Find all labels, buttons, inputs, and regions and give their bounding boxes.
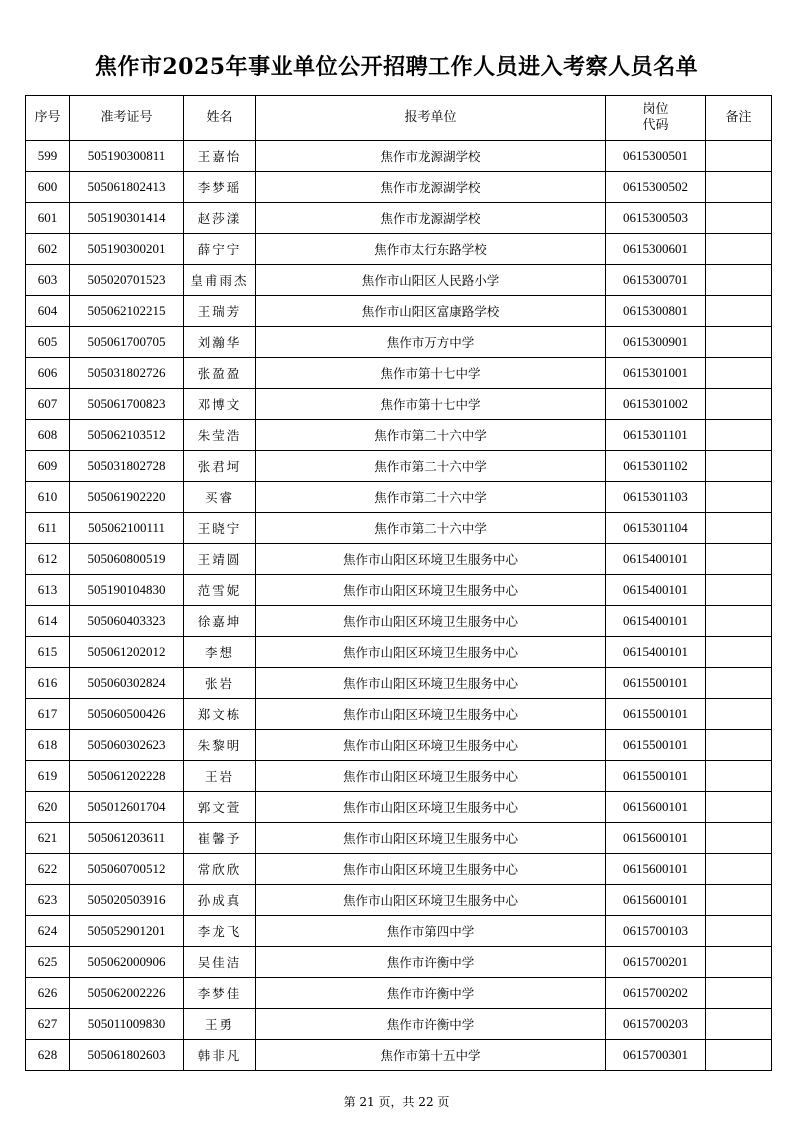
header-exam-id: 准考证号 bbox=[70, 96, 184, 141]
cell-name: 郭文萱 bbox=[184, 792, 256, 823]
cell-seq: 617 bbox=[26, 699, 70, 730]
table-row bbox=[26, 730, 772, 761]
cell-post-code: 0615300601 bbox=[606, 234, 706, 265]
cell-unit: 焦作市第十七中学 bbox=[256, 358, 606, 389]
cell-seq: 624 bbox=[26, 916, 70, 947]
table-row bbox=[26, 141, 772, 172]
table-row bbox=[26, 637, 772, 668]
cell-name: 郑文栋 bbox=[184, 699, 256, 730]
cell-exam-id: 505060700512 bbox=[70, 854, 184, 885]
cell-unit: 焦作市山阳区环境卫生服务中心 bbox=[256, 854, 606, 885]
cell-post-code: 0615301102 bbox=[606, 451, 706, 482]
cell-remark bbox=[706, 1009, 772, 1040]
table-row bbox=[26, 947, 772, 978]
cell-exam-id: 505020701523 bbox=[70, 265, 184, 296]
cell-seq: 600 bbox=[26, 172, 70, 203]
table-row bbox=[26, 761, 772, 792]
table-row bbox=[26, 575, 772, 606]
cell-seq: 599 bbox=[26, 141, 70, 172]
cell-exam-id: 505190104830 bbox=[70, 575, 184, 606]
cell-remark bbox=[706, 637, 772, 668]
header-post-line1: 岗位 bbox=[642, 102, 669, 117]
cell-post-code: 0615500101 bbox=[606, 730, 706, 761]
cell-unit: 焦作市第二十六中学 bbox=[256, 513, 606, 544]
cell-unit: 焦作市太行东路学校 bbox=[256, 234, 606, 265]
cell-name: 王晓宁 bbox=[184, 513, 256, 544]
cell-remark bbox=[706, 699, 772, 730]
cell-name: 张君坷 bbox=[184, 451, 256, 482]
header-post-line2: 代码 bbox=[642, 118, 669, 133]
table-row bbox=[26, 451, 772, 482]
cell-remark bbox=[706, 389, 772, 420]
cell-unit: 焦作市龙源湖学校 bbox=[256, 203, 606, 234]
cell-name: 王瑞芳 bbox=[184, 296, 256, 327]
cell-seq: 609 bbox=[26, 451, 70, 482]
cell-post-code: 0615300503 bbox=[606, 203, 706, 234]
cell-post-code: 0615500101 bbox=[606, 761, 706, 792]
cell-seq: 613 bbox=[26, 575, 70, 606]
cell-name: 吴佳洁 bbox=[184, 947, 256, 978]
cell-unit: 焦作市山阳区环境卫生服务中心 bbox=[256, 761, 606, 792]
cell-post-code: 0615600101 bbox=[606, 823, 706, 854]
cell-post-code: 0615400101 bbox=[606, 606, 706, 637]
cell-exam-id: 505060800519 bbox=[70, 544, 184, 575]
cell-post-code: 0615300801 bbox=[606, 296, 706, 327]
cell-exam-id: 505061700823 bbox=[70, 389, 184, 420]
cell-post-code: 0615600101 bbox=[606, 792, 706, 823]
cell-seq: 614 bbox=[26, 606, 70, 637]
cell-remark bbox=[706, 513, 772, 544]
cell-seq: 604 bbox=[26, 296, 70, 327]
cell-exam-id: 505190301414 bbox=[70, 203, 184, 234]
cell-seq: 610 bbox=[26, 482, 70, 513]
cell-post-code: 0615301103 bbox=[606, 482, 706, 513]
cell-post-code: 0615400101 bbox=[606, 637, 706, 668]
cell-seq: 623 bbox=[26, 885, 70, 916]
table-row bbox=[26, 172, 772, 203]
document-title: 焦作市2025年事业单位公开招聘工作人员进入考察人员名单 bbox=[94, 54, 699, 80]
cell-seq: 626 bbox=[26, 978, 70, 1009]
cell-name: 常欣欣 bbox=[184, 854, 256, 885]
cell-name: 崔馨予 bbox=[184, 823, 256, 854]
cell-post-code: 0615700202 bbox=[606, 978, 706, 1009]
table-row bbox=[26, 1040, 772, 1071]
cell-exam-id: 505061202228 bbox=[70, 761, 184, 792]
cell-exam-id: 505062002226 bbox=[70, 978, 184, 1009]
cell-post-code: 0615300502 bbox=[606, 172, 706, 203]
table-row bbox=[26, 234, 772, 265]
cell-seq: 627 bbox=[26, 1009, 70, 1040]
cell-remark bbox=[706, 265, 772, 296]
cell-seq: 628 bbox=[26, 1040, 70, 1071]
cell-exam-id: 505061902220 bbox=[70, 482, 184, 513]
cell-exam-id: 505061802603 bbox=[70, 1040, 184, 1071]
cell-exam-id: 505031802726 bbox=[70, 358, 184, 389]
cell-remark bbox=[706, 916, 772, 947]
table-body bbox=[26, 141, 772, 1071]
table-row bbox=[26, 668, 772, 699]
cell-exam-id: 505031802728 bbox=[70, 451, 184, 482]
table-row bbox=[26, 327, 772, 358]
cell-remark bbox=[706, 606, 772, 637]
cell-name: 孙成真 bbox=[184, 885, 256, 916]
cell-name: 韩非凡 bbox=[184, 1040, 256, 1071]
cell-remark bbox=[706, 575, 772, 606]
cell-name: 李梦佳 bbox=[184, 978, 256, 1009]
cell-remark bbox=[706, 792, 772, 823]
cell-unit: 焦作市山阳区环境卫生服务中心 bbox=[256, 885, 606, 916]
table-row bbox=[26, 885, 772, 916]
cell-exam-id: 505190300811 bbox=[70, 141, 184, 172]
cell-seq: 616 bbox=[26, 668, 70, 699]
table-row bbox=[26, 482, 772, 513]
cell-exam-id: 505190300201 bbox=[70, 234, 184, 265]
cell-exam-id: 505062102215 bbox=[70, 296, 184, 327]
cell-seq: 622 bbox=[26, 854, 70, 885]
cell-exam-id: 505062100111 bbox=[70, 513, 184, 544]
cell-name: 朱黎明 bbox=[184, 730, 256, 761]
cell-unit: 焦作市山阳区环境卫生服务中心 bbox=[256, 544, 606, 575]
cell-remark bbox=[706, 823, 772, 854]
cell-unit: 焦作市许衡中学 bbox=[256, 1009, 606, 1040]
cell-exam-id: 505060403323 bbox=[70, 606, 184, 637]
cell-exam-id: 505061202012 bbox=[70, 637, 184, 668]
cell-remark bbox=[706, 1040, 772, 1071]
header-name: 姓名 bbox=[184, 96, 256, 141]
table-row bbox=[26, 823, 772, 854]
cell-unit: 焦作市山阳区环境卫生服务中心 bbox=[256, 637, 606, 668]
cell-name: 范雪妮 bbox=[184, 575, 256, 606]
table-row bbox=[26, 203, 772, 234]
cell-remark bbox=[706, 761, 772, 792]
cell-post-code: 0615600101 bbox=[606, 854, 706, 885]
table-row bbox=[26, 1009, 772, 1040]
cell-exam-id: 505062103512 bbox=[70, 420, 184, 451]
cell-name: 薛宁宁 bbox=[184, 234, 256, 265]
cell-name: 徐嘉坤 bbox=[184, 606, 256, 637]
cell-name: 刘瀚华 bbox=[184, 327, 256, 358]
table-row bbox=[26, 699, 772, 730]
cell-unit: 焦作市山阳区环境卫生服务中心 bbox=[256, 699, 606, 730]
cell-exam-id: 505060302824 bbox=[70, 668, 184, 699]
cell-post-code: 0615700103 bbox=[606, 916, 706, 947]
cell-seq: 606 bbox=[26, 358, 70, 389]
cell-seq: 601 bbox=[26, 203, 70, 234]
cell-exam-id: 505061802413 bbox=[70, 172, 184, 203]
table-header-row bbox=[26, 96, 772, 141]
cell-exam-id: 505020503916 bbox=[70, 885, 184, 916]
cell-seq: 625 bbox=[26, 947, 70, 978]
cell-unit: 焦作市第二十六中学 bbox=[256, 482, 606, 513]
cell-name: 李梦瑶 bbox=[184, 172, 256, 203]
cell-name: 李想 bbox=[184, 637, 256, 668]
cell-seq: 618 bbox=[26, 730, 70, 761]
cell-exam-id: 505060500426 bbox=[70, 699, 184, 730]
cell-unit: 焦作市山阳区富康路学校 bbox=[256, 296, 606, 327]
cell-remark bbox=[706, 885, 772, 916]
cell-exam-id: 505052901201 bbox=[70, 916, 184, 947]
cell-remark bbox=[706, 482, 772, 513]
cell-post-code: 0615300501 bbox=[606, 141, 706, 172]
table-row bbox=[26, 792, 772, 823]
cell-name: 王勇 bbox=[184, 1009, 256, 1040]
table-row bbox=[26, 854, 772, 885]
table-row bbox=[26, 358, 772, 389]
cell-seq: 607 bbox=[26, 389, 70, 420]
cell-name: 邓博文 bbox=[184, 389, 256, 420]
table-row bbox=[26, 978, 772, 1009]
cell-unit: 焦作市山阳区环境卫生服务中心 bbox=[256, 823, 606, 854]
cell-unit: 焦作市山阳区环境卫生服务中心 bbox=[256, 575, 606, 606]
cell-post-code: 0615301002 bbox=[606, 389, 706, 420]
cell-unit: 焦作市许衡中学 bbox=[256, 947, 606, 978]
cell-unit: 焦作市第二十六中学 bbox=[256, 420, 606, 451]
cell-seq: 605 bbox=[26, 327, 70, 358]
page-footer: 第 21 页，共 22 页 bbox=[343, 1095, 450, 1109]
cell-remark bbox=[706, 854, 772, 885]
cell-name: 王靖圆 bbox=[184, 544, 256, 575]
cell-post-code: 0615301001 bbox=[606, 358, 706, 389]
cell-unit: 焦作市第十七中学 bbox=[256, 389, 606, 420]
table-row bbox=[26, 420, 772, 451]
cell-remark bbox=[706, 234, 772, 265]
cell-unit: 焦作市龙源湖学校 bbox=[256, 141, 606, 172]
cell-post-code: 0615301101 bbox=[606, 420, 706, 451]
cell-exam-id: 505062000906 bbox=[70, 947, 184, 978]
cell-exam-id: 505060302623 bbox=[70, 730, 184, 761]
cell-name: 王岩 bbox=[184, 761, 256, 792]
cell-exam-id: 505011009830 bbox=[70, 1009, 184, 1040]
table-row bbox=[26, 916, 772, 947]
cell-unit: 焦作市山阳区环境卫生服务中心 bbox=[256, 792, 606, 823]
table-row bbox=[26, 606, 772, 637]
cell-exam-id: 505061203611 bbox=[70, 823, 184, 854]
header-unit: 报考单位 bbox=[256, 96, 606, 141]
cell-remark bbox=[706, 141, 772, 172]
cell-remark bbox=[706, 730, 772, 761]
cell-post-code: 0615500101 bbox=[606, 699, 706, 730]
cell-remark bbox=[706, 978, 772, 1009]
cell-remark bbox=[706, 327, 772, 358]
cell-remark bbox=[706, 203, 772, 234]
cell-remark bbox=[706, 947, 772, 978]
cell-seq: 612 bbox=[26, 544, 70, 575]
cell-post-code: 0615300701 bbox=[606, 265, 706, 296]
cell-name: 李龙飞 bbox=[184, 916, 256, 947]
cell-remark bbox=[706, 420, 772, 451]
cell-unit: 焦作市第四中学 bbox=[256, 916, 606, 947]
cell-remark bbox=[706, 451, 772, 482]
cell-remark bbox=[706, 544, 772, 575]
cell-post-code: 0615700301 bbox=[606, 1040, 706, 1071]
cell-post-code: 0615400101 bbox=[606, 544, 706, 575]
cell-unit: 焦作市万方中学 bbox=[256, 327, 606, 358]
cell-unit: 焦作市龙源湖学校 bbox=[256, 172, 606, 203]
table-row bbox=[26, 296, 772, 327]
cell-remark bbox=[706, 296, 772, 327]
cell-name: 王嘉怡 bbox=[184, 141, 256, 172]
cell-unit: 焦作市第十五中学 bbox=[256, 1040, 606, 1071]
cell-post-code: 0615400101 bbox=[606, 575, 706, 606]
table-row bbox=[26, 513, 772, 544]
cell-seq: 615 bbox=[26, 637, 70, 668]
cell-name: 张岩 bbox=[184, 668, 256, 699]
cell-exam-id: 505012601704 bbox=[70, 792, 184, 823]
cell-seq: 602 bbox=[26, 234, 70, 265]
cell-seq: 603 bbox=[26, 265, 70, 296]
cell-unit: 焦作市许衡中学 bbox=[256, 978, 606, 1009]
cell-unit: 焦作市山阳区环境卫生服务中心 bbox=[256, 606, 606, 637]
cell-name: 皇甫雨杰 bbox=[184, 265, 256, 296]
cell-unit: 焦作市山阳区环境卫生服务中心 bbox=[256, 730, 606, 761]
header-post-code bbox=[606, 96, 706, 141]
cell-seq: 608 bbox=[26, 420, 70, 451]
cell-unit: 焦作市山阳区环境卫生服务中心 bbox=[256, 668, 606, 699]
cell-post-code: 0615500101 bbox=[606, 668, 706, 699]
table-row bbox=[26, 544, 772, 575]
cell-remark bbox=[706, 668, 772, 699]
table-row bbox=[26, 265, 772, 296]
cell-unit: 焦作市山阳区人民路小学 bbox=[256, 265, 606, 296]
cell-seq: 620 bbox=[26, 792, 70, 823]
cell-post-code: 0615700203 bbox=[606, 1009, 706, 1040]
cell-post-code: 0615300901 bbox=[606, 327, 706, 358]
cell-seq: 619 bbox=[26, 761, 70, 792]
cell-post-code: 0615600101 bbox=[606, 885, 706, 916]
cell-seq: 611 bbox=[26, 513, 70, 544]
cell-post-code: 0615700201 bbox=[606, 947, 706, 978]
candidate-table bbox=[25, 95, 772, 1071]
cell-unit: 焦作市第二十六中学 bbox=[256, 451, 606, 482]
cell-name: 朱莹浩 bbox=[184, 420, 256, 451]
cell-seq: 621 bbox=[26, 823, 70, 854]
cell-exam-id: 505061700705 bbox=[70, 327, 184, 358]
cell-remark bbox=[706, 172, 772, 203]
cell-post-code: 0615301104 bbox=[606, 513, 706, 544]
cell-name: 张盈盈 bbox=[184, 358, 256, 389]
cell-name: 买睿 bbox=[184, 482, 256, 513]
header-seq: 序号 bbox=[26, 96, 70, 141]
cell-name: 赵莎漾 bbox=[184, 203, 256, 234]
header-remark: 备注 bbox=[706, 96, 772, 141]
cell-remark bbox=[706, 358, 772, 389]
table-row bbox=[26, 389, 772, 420]
